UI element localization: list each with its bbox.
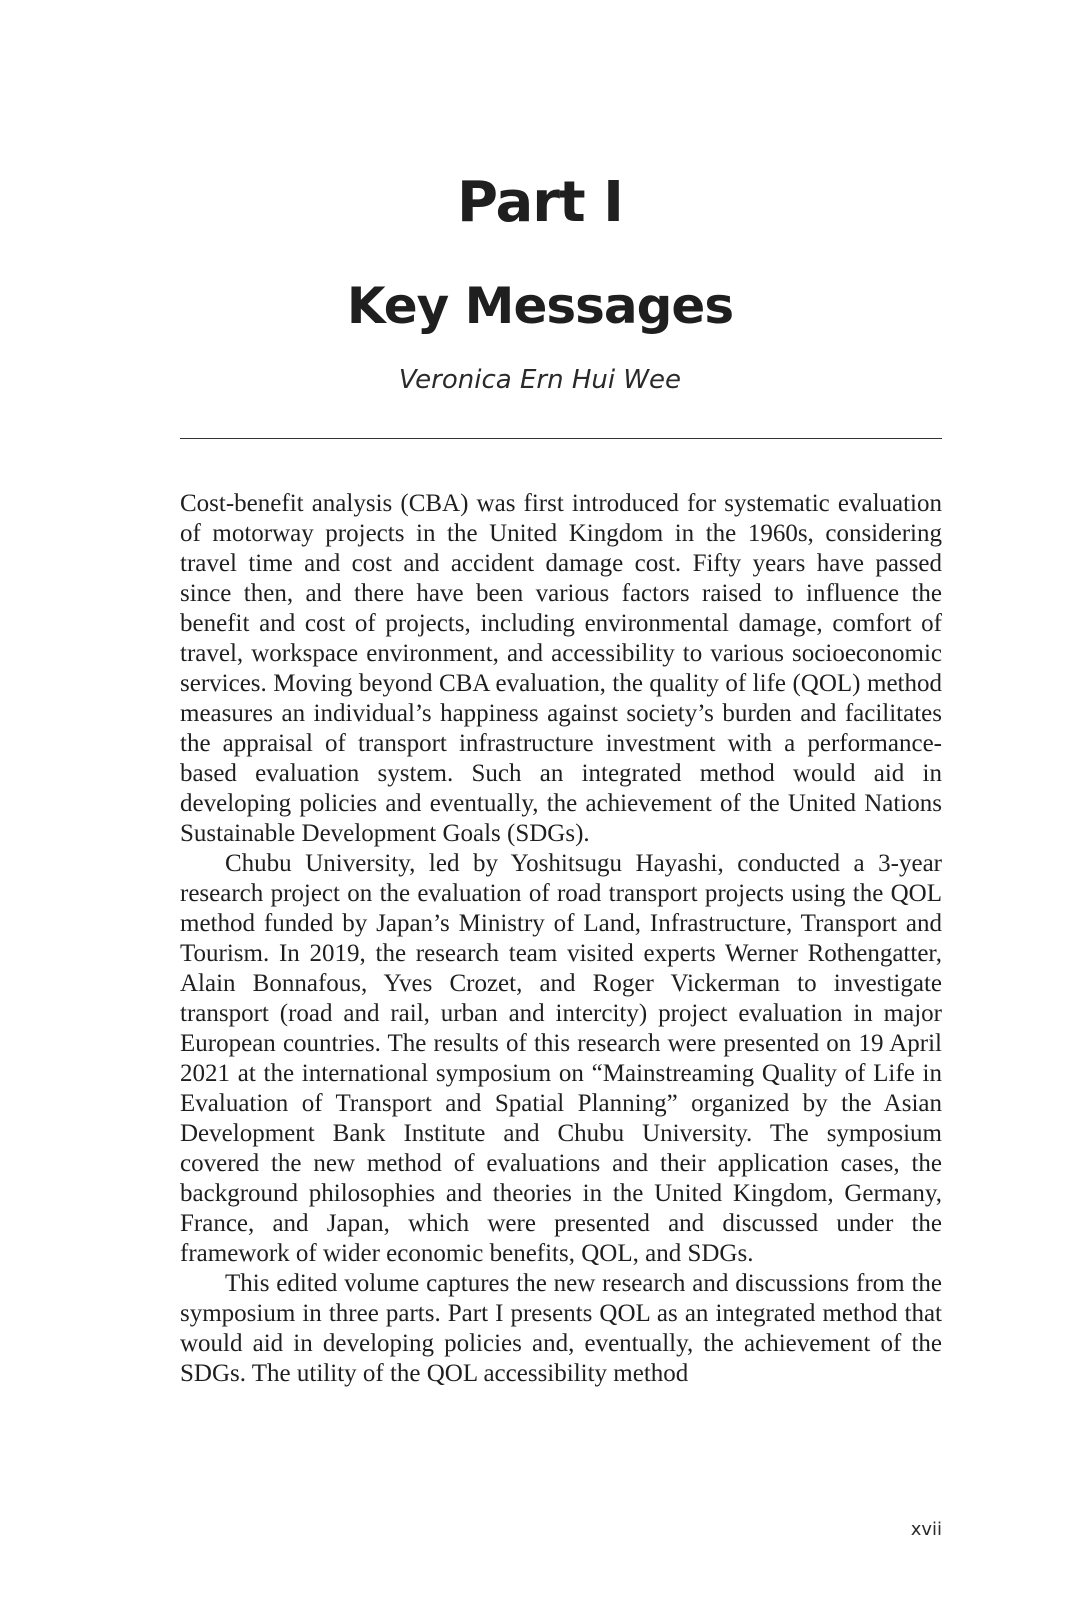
author-name: Veronica Ern Hui Wee: [398, 365, 682, 395]
chapter-title: Key Messages: [346, 277, 734, 335]
part-label: Part I: [456, 170, 624, 235]
title-divider: [180, 438, 942, 439]
body-text: [180, 489, 942, 1389]
paragraph-3: This edited volume captures the new research and discussions from the symposium in three parts. Part I presents QOL as an integrated method that would aid in developing policies and, eventually, the achievement of the SDGs. The utility of the QOL accessibility method: [180, 1270, 942, 1387]
paragraph-2: Chubu University, led by Yoshitsugu Hayashi, conducted a 3-year research project on the evaluation of road transport projects using the QOL method funded by Japan’s Ministry of Land, Infrastructure, Transport and Tourism. In 2019, the research team visited experts Werner Rothengatter, Alain Bonnafous, Yves Crozet, and Roger Vickerman to investigate transport (road and rail, urban and intercity) project evaluation in major European countries. The results of this research were presented on 19 April 2021 at the international symposium on “Mainstreaming Quality of Life in Evaluation of Transport and Spatial Planning” organized by the Asian Development Bank Institute and Chubu University. The symposium covered the new method of evaluations and their application cases, the background philosophies and theories in the United Kingdom, Germany, France, and Japan, which were presented and discussed under the framework of wider economic benefits, QOL, and SDGs.: [180, 850, 942, 1267]
page-number: xvii: [910, 1519, 942, 1540]
paragraph-1: Cost-benefit analysis (CBA) was first introduced for systematic evaluation of motorway projects in the United Kingdom in the 1960s, considering travel time and cost and accident damage cost. Fifty years have passed since then, and there have been various factors raised to influence the benefit and cost of projects, including environmental damage, comfort of travel, workspace environment, and accessibility to various socioeconomic services. Moving beyond CBA evaluation, the quality of life (QOL) method measures an individual’s happiness against society’s burden and facilitates the appraisal of transport infrastructure investment with a performance-based evaluation system. Such an integrated method would aid in developing policies and eventually, the achievement of the United Nations Sustainable Development Goals (SDGs).: [180, 490, 942, 847]
